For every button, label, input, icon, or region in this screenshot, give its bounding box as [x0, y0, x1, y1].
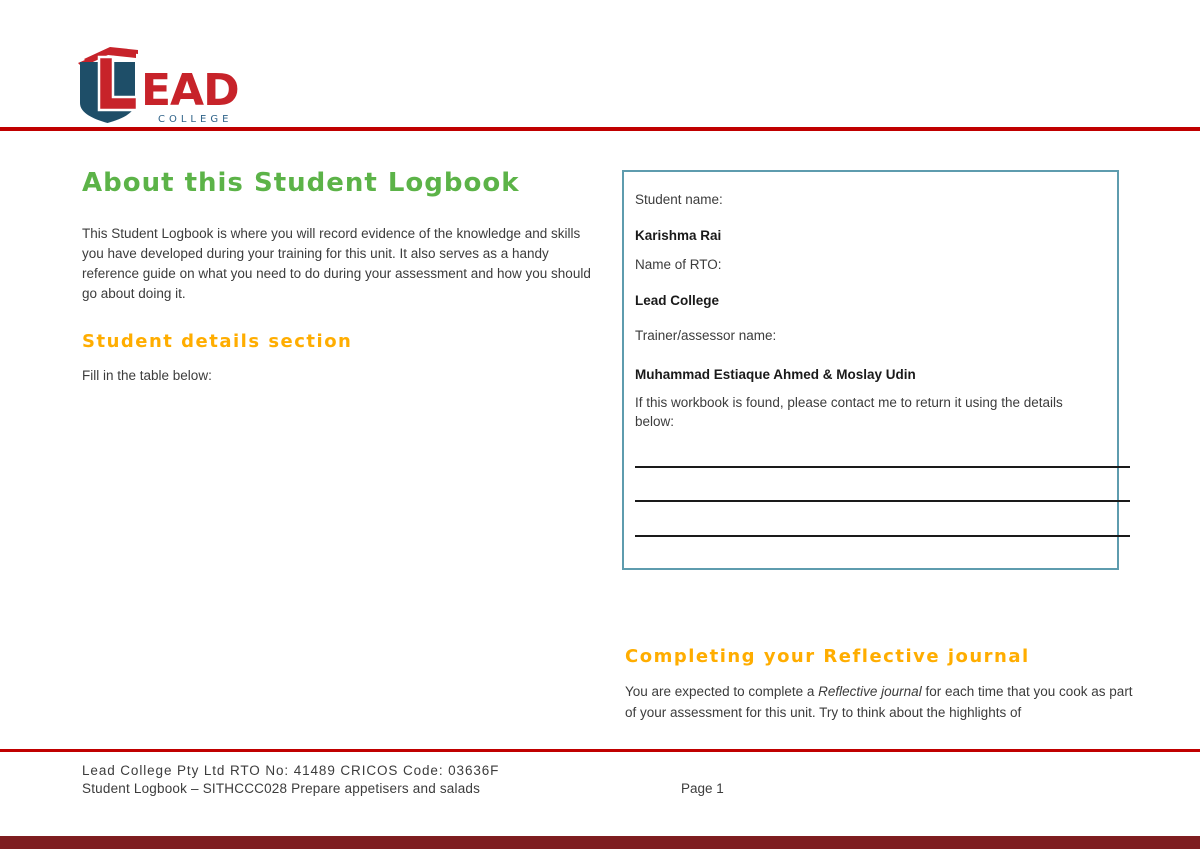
- page-title: About this Student Logbook: [82, 168, 520, 198]
- lead-college-logo: [78, 45, 250, 130]
- reflective-journal-paragraph: [625, 681, 1137, 723]
- reflective-text-after: for each time that you cook as part of your assessment for this unit. Try to think about the highlights of: [625, 684, 1133, 720]
- found-note: If this workbook is found, please contact me to return it using the details below:: [635, 395, 1063, 429]
- reflective-journal-heading: Completing your Reflective journal: [625, 646, 1030, 667]
- write-in-line: [635, 535, 1130, 537]
- footer-document-line: Student Logbook – SITHCCC028 Prepare appetisers and salads: [82, 781, 481, 796]
- rto-value: Lead College: [635, 293, 720, 308]
- left-column: [82, 166, 597, 386]
- footer-company-line: Lead College Pty Ltd RTO No: 41489 CRICOS Code: 03636F: [82, 763, 500, 778]
- lead-college-logo-icon: [78, 45, 250, 125]
- reflective-journal-section: [625, 645, 1137, 723]
- trainer-value: Muhammad Estiaque Ahmed & Moslay Udin: [635, 367, 916, 382]
- student-details-heading: Student details section: [82, 331, 353, 352]
- student-details-box: [622, 170, 1119, 570]
- footer-divider-rule: [0, 749, 1200, 752]
- fill-table-instruction: Fill in the table below:: [82, 368, 212, 383]
- rto-label: Name of RTO:: [635, 257, 722, 272]
- reflective-text-italic: Reflective journal: [818, 684, 922, 699]
- trainer-label: Trainer/assessor name:: [635, 328, 777, 343]
- student-name-label: Student name:: [635, 192, 723, 207]
- student-name-value: Karishma Rai: [635, 228, 722, 243]
- write-in-line: [635, 500, 1130, 502]
- logo-wordmark: EAD: [141, 65, 239, 116]
- bottom-maroon-bar: [0, 836, 1200, 849]
- footer-page-number: Page 1: [681, 781, 724, 796]
- logo-college-text: COLLEGE: [158, 114, 233, 125]
- intro-paragraph: This Student Logbook is where you will record evidence of the knowledge and skills you have developed during your training for this unit. It also serves as a handy reference guide on what you need to do during your assessment and how you should go about doing it.: [82, 226, 591, 301]
- reflective-text-before: You are expected to complete a: [625, 684, 819, 699]
- header-divider-rule: [0, 127, 1200, 131]
- write-in-line: [635, 466, 1130, 468]
